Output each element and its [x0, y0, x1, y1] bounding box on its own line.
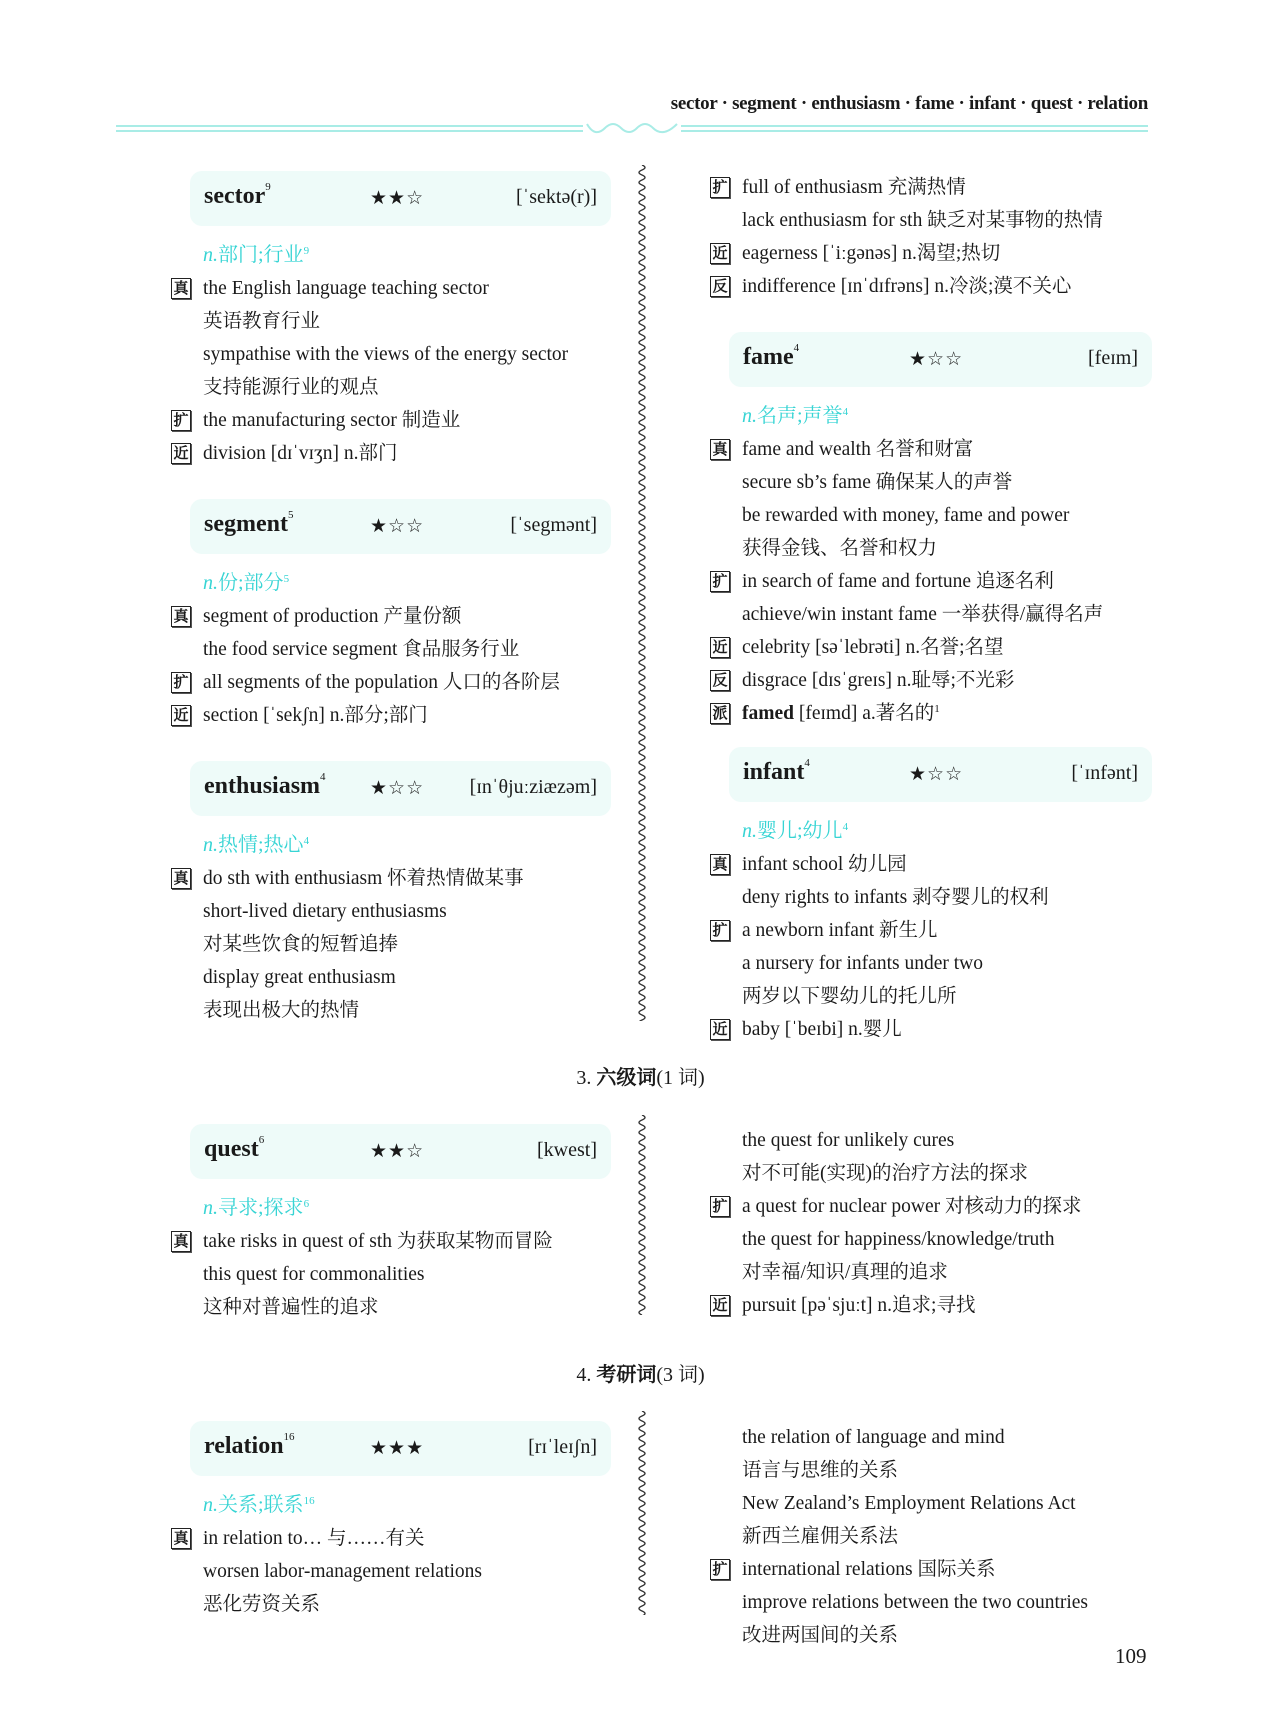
headword-text: sector — [204, 183, 266, 209]
example-line — [710, 947, 1160, 980]
wavy-divider — [634, 165, 650, 1021]
phonetic: [ˈsektə(r)] — [515, 186, 597, 208]
star-rating: ★☆☆ — [370, 777, 425, 799]
line-text: worsen labor-management relations — [203, 1561, 483, 1582]
line-text: 恶化劳资关系 — [203, 1594, 321, 1615]
example-line — [710, 433, 1160, 466]
line-text: in search of fame and fortune 追逐名利 — [742, 571, 1054, 592]
headword — [204, 1136, 264, 1163]
definition — [171, 567, 671, 600]
example-line — [171, 371, 671, 404]
definition-frequency: 9 — [303, 245, 310, 257]
line-text: be rewarded with money, fame and power — [742, 505, 1070, 526]
example-line — [710, 1157, 1160, 1190]
wavy-divider — [634, 1411, 650, 1615]
real-exam-tag-icon: 真 — [171, 868, 191, 889]
extension-tag-icon: 扩 — [171, 410, 191, 431]
derivative-tag-icon: 派 — [710, 703, 730, 724]
extension-tag-icon: 扩 — [710, 920, 730, 941]
synonym-tag-icon: 近 — [710, 243, 730, 264]
headword-text: relation — [204, 1433, 284, 1459]
extension-tag-icon: 扩 — [710, 1559, 730, 1580]
line-text: the relation of language and mind — [742, 1427, 1005, 1448]
definition-text: 名声;声誉 — [757, 405, 843, 427]
example-line — [171, 862, 671, 895]
example-line — [171, 1291, 671, 1324]
frequency-count: 1 — [934, 703, 940, 715]
headword-box-fame — [729, 332, 1152, 387]
frequency-count: 9 — [265, 181, 271, 193]
synonym-tag-icon: 近 — [171, 443, 191, 464]
line-text: all segments of the population 人口的各阶层 — [203, 672, 560, 693]
phonetic: [ˈsegmənt] — [510, 514, 597, 536]
wavy-line — [639, 1115, 645, 1315]
headword — [204, 773, 326, 800]
line-text: 这种对普遍性的追求 — [203, 1297, 379, 1318]
definition-text: 份;部分 — [218, 572, 284, 594]
example-line — [710, 466, 1160, 499]
example-line — [710, 631, 1160, 664]
line-text: the quest for unlikely cures — [742, 1130, 955, 1151]
section-count: (1 词) — [656, 1067, 705, 1089]
example-line — [171, 928, 671, 961]
line-text: 对幸福/知识/真理的追求 — [742, 1262, 948, 1283]
star-rating: ★☆☆ — [909, 348, 964, 370]
line-text: celebrity [səˈlebrəti] n.名誉;名望 — [742, 637, 1004, 658]
example-line — [171, 699, 671, 732]
part-of-speech: n. — [203, 1197, 218, 1219]
line-text: section [ˈsekʃn] n.部分;部门 — [203, 705, 428, 726]
spacer — [171, 470, 671, 499]
line-text: this quest for commonalities — [203, 1264, 425, 1285]
derived-word: famed — [742, 703, 794, 724]
example-line — [710, 598, 1160, 631]
definition — [171, 1192, 671, 1225]
definition-text: 婴儿;幼儿 — [757, 820, 843, 842]
headword-text: enthusiasm — [204, 773, 321, 799]
headword-box-segment — [190, 499, 611, 554]
line-text: deny rights to infants 剥夺婴儿的权利 — [742, 887, 1049, 908]
headword-box-sector — [190, 171, 611, 226]
section-heading — [0, 1358, 1281, 1387]
headword-text: infant — [743, 759, 805, 785]
phonetic: [rɪˈleɪʃn] — [528, 1436, 597, 1458]
extension-tag-icon: 扩 — [710, 177, 730, 198]
part-of-speech: n. — [203, 572, 218, 594]
frequency-count: 4 — [804, 757, 810, 769]
example-line — [710, 204, 1160, 237]
example-line — [710, 1454, 1160, 1487]
definition-text: 热情;热心 — [218, 834, 304, 856]
spacer — [710, 730, 1160, 747]
real-exam-tag-icon: 真 — [171, 606, 191, 627]
line-text: 改进两国间的关系 — [742, 1625, 899, 1646]
right-column — [710, 1421, 1160, 1652]
line-text: infant school 幼儿园 — [742, 854, 907, 875]
headword-text: segment — [204, 511, 288, 537]
example-line — [710, 171, 1160, 204]
extension-tag-icon: 扩 — [710, 571, 730, 592]
star-rating: ★★☆ — [370, 1140, 425, 1162]
phonetic: [feɪm] — [1088, 347, 1138, 369]
synonym-tag-icon: 近 — [710, 1295, 730, 1316]
headword-box-quest — [190, 1124, 611, 1179]
definition-frequency: 16 — [303, 1495, 315, 1507]
example-line — [171, 305, 671, 338]
star-rating: ★★★ — [370, 1437, 425, 1459]
line-text: do sth with enthusiasm 怀着热情做某事 — [203, 868, 524, 889]
example-line — [171, 1225, 671, 1258]
line-text: baby [ˈbeɪbi] n.婴儿 — [742, 1019, 902, 1040]
left-column — [171, 1124, 671, 1324]
example-line — [710, 237, 1160, 270]
section-title: 考研词 — [596, 1364, 657, 1386]
example-line — [171, 1522, 671, 1555]
example-line — [171, 895, 671, 928]
example-line — [710, 980, 1160, 1013]
section-heading — [0, 1061, 1281, 1090]
definition — [710, 815, 1160, 848]
line-text: 英语教育行业 — [203, 311, 321, 332]
example-line — [710, 270, 1160, 303]
headword — [204, 1433, 295, 1460]
line-text: take risks in quest of sth 为获取某物而冒险 — [203, 1231, 553, 1252]
section-title: 六级词 — [596, 1067, 657, 1089]
line-text: the manufacturing sector 制造业 — [203, 410, 461, 431]
example-line — [710, 914, 1160, 947]
wavy-divider — [634, 1115, 650, 1315]
example-line — [171, 666, 671, 699]
example-line — [710, 881, 1160, 914]
line-text: a quest for nuclear power 对核动力的探求 — [742, 1196, 1082, 1217]
headword-box-relation — [190, 1421, 611, 1476]
definition-frequency: 4 — [303, 835, 310, 847]
part-of-speech: n. — [203, 244, 218, 266]
example-line — [710, 697, 1160, 730]
example-line — [171, 1555, 671, 1588]
example-line — [710, 1421, 1160, 1454]
definition — [171, 1489, 671, 1522]
example-line — [171, 600, 671, 633]
headword — [743, 759, 810, 786]
right-column — [710, 171, 1160, 1046]
example-line — [710, 1190, 1160, 1223]
left-column — [171, 1421, 671, 1621]
example-line — [710, 499, 1160, 532]
frequency-count: 4 — [320, 771, 326, 783]
section-number: 4. — [576, 1364, 592, 1386]
line-text: a nursery for infants under two — [742, 953, 983, 974]
real-exam-tag-icon: 真 — [710, 854, 730, 875]
line-text: 支持能源行业的观点 — [203, 377, 379, 398]
part-of-speech: n. — [203, 834, 218, 856]
example-line — [171, 338, 671, 371]
example-line — [710, 664, 1160, 697]
definition-frequency: 5 — [283, 573, 290, 585]
real-exam-tag-icon: 真 — [171, 1528, 191, 1549]
example-line — [710, 565, 1160, 598]
example-line — [710, 1289, 1160, 1322]
example-line — [710, 532, 1160, 565]
example-line — [171, 404, 671, 437]
line-text: pursuit [pəˈsjuːt] n.追求;寻找 — [742, 1295, 976, 1316]
real-exam-tag-icon: 真 — [171, 278, 191, 299]
headword-text: fame — [743, 344, 794, 370]
star-rating: ★★☆ — [370, 187, 425, 209]
example-line — [710, 1520, 1160, 1553]
definition — [171, 239, 671, 272]
line-text: 获得金钱、名誉和权力 — [742, 538, 938, 559]
phonetic: [ˈɪnfənt] — [1071, 762, 1138, 784]
frequency-count: 5 — [287, 509, 294, 521]
line-text: 表现出极大的热情 — [203, 1000, 360, 1021]
example-line — [710, 1013, 1160, 1046]
example-line — [171, 1588, 671, 1621]
definition-frequency: 4 — [842, 406, 849, 418]
example-line — [171, 437, 671, 470]
line-text: a newborn infant 新生儿 — [742, 920, 938, 941]
line-text: achieve/win instant fame 一举获得/赢得名声 — [742, 604, 1104, 625]
left-column — [171, 171, 671, 1027]
definition — [710, 400, 1160, 433]
example-line — [171, 272, 671, 305]
example-line — [710, 1223, 1160, 1256]
spacer — [710, 303, 1160, 332]
example-line — [710, 1124, 1160, 1157]
line-text: disgrace [dɪsˈgreɪs] n.耻辱;不光彩 — [742, 670, 1015, 691]
real-exam-tag-icon: 真 — [710, 439, 730, 460]
example-line — [710, 1619, 1160, 1652]
example-line — [710, 1553, 1160, 1586]
phonetic: [kwest] — [537, 1139, 597, 1161]
wavy-line — [639, 1411, 645, 1615]
line-text: secure sb’s fame 确保某人的声誉 — [742, 472, 1013, 493]
line-text: division [dɪˈvɪʒn] n.部门 — [203, 443, 398, 464]
headword — [743, 344, 799, 371]
line-text: the food service segment 食品服务行业 — [203, 639, 520, 660]
spacer — [171, 732, 671, 761]
headword-box-enthusiasm — [190, 761, 611, 816]
star-rating: ★☆☆ — [909, 763, 964, 785]
synonym-tag-icon: 近 — [710, 1019, 730, 1040]
line-text: full of enthusiasm 充满热情 — [742, 177, 966, 198]
antonym-tag-icon: 反 — [710, 276, 730, 297]
extension-tag-icon: 扩 — [710, 1196, 730, 1217]
line-text: the English language teaching sector — [203, 278, 489, 299]
line-text: 新西兰雇佣关系法 — [742, 1526, 899, 1547]
real-exam-tag-icon: 真 — [171, 1231, 191, 1252]
definition-text: 寻求;探求 — [218, 1197, 304, 1219]
section-number: 3. — [576, 1067, 592, 1089]
line-text: short-lived dietary enthusiasms — [203, 901, 447, 922]
headword-text: quest — [204, 1136, 259, 1162]
line-text: improve relations between the two countries — [742, 1592, 1089, 1613]
example-line — [171, 961, 671, 994]
antonym-tag-icon: 反 — [710, 670, 730, 691]
example-line — [171, 633, 671, 666]
synonym-tag-icon: 近 — [710, 637, 730, 658]
line-text: display great enthusiasm — [203, 967, 396, 988]
headword-box-infant — [729, 747, 1152, 802]
line-text: indifference [ɪnˈdɪfrəns] n.冷淡;漠不关心 — [742, 276, 1072, 297]
star-rating: ★☆☆ — [370, 515, 425, 537]
example-line — [171, 994, 671, 1027]
line-text: eagerness [ˈiːgənəs] n.渴望;热切 — [742, 243, 1001, 264]
part-of-speech: n. — [742, 405, 757, 427]
line-text: international relations 国际关系 — [742, 1559, 996, 1580]
line-text: segment of production 产量份额 — [203, 606, 462, 627]
example-line — [710, 1487, 1160, 1520]
line-text: 两岁以下婴幼儿的托儿所 — [742, 986, 957, 1007]
line-text: sympathise with the views of the energy sector — [203, 344, 569, 365]
page-number: 109 — [1115, 1644, 1147, 1668]
example-line — [710, 848, 1160, 881]
phonetic: [ɪnˈθjuːziæzəm] — [469, 776, 597, 798]
part-of-speech: n. — [742, 820, 757, 842]
example-line — [171, 1258, 671, 1291]
line-text: 对某些饮食的短暂追捧 — [203, 934, 399, 955]
line-text: [feɪmd] a.著名的 — [794, 703, 935, 724]
line-text: in relation to… 与……有关 — [203, 1528, 425, 1549]
definition — [171, 829, 671, 862]
part-of-speech: n. — [203, 1494, 218, 1516]
line-text: fame and wealth 名誉和财富 — [742, 439, 974, 460]
frequency-count: 4 — [793, 342, 800, 354]
header-ornament — [583, 118, 681, 138]
line-text: lack enthusiasm for sth 缺乏对某事物的热情 — [742, 210, 1103, 231]
line-text: the quest for happiness/knowledge/truth — [742, 1229, 1055, 1250]
section-count: (3 词) — [656, 1364, 705, 1386]
extension-tag-icon: 扩 — [171, 672, 191, 693]
definition-frequency: 4 — [842, 821, 849, 833]
headword — [204, 183, 271, 210]
line-text: 对不可能(实现)的治疗方法的探求 — [742, 1163, 1028, 1184]
headword — [204, 511, 293, 538]
synonym-tag-icon: 近 — [171, 705, 191, 726]
right-column — [710, 1124, 1160, 1322]
frequency-count: 16 — [283, 1431, 295, 1443]
line-text: 语言与思维的关系 — [742, 1460, 899, 1481]
example-line — [710, 1586, 1160, 1619]
definition-frequency: 6 — [303, 1198, 310, 1210]
running-head: sector · segment · enthusiasm · fame · infant · quest · relation — [670, 93, 1148, 114]
line-text: New Zealand’s Employment Relations Act — [742, 1493, 1076, 1514]
wavy-line — [639, 165, 645, 1021]
definition-text: 部门;行业 — [218, 244, 304, 266]
frequency-count: 6 — [258, 1134, 265, 1146]
definition-text: 关系;联系 — [218, 1494, 304, 1516]
example-line — [710, 1256, 1160, 1289]
